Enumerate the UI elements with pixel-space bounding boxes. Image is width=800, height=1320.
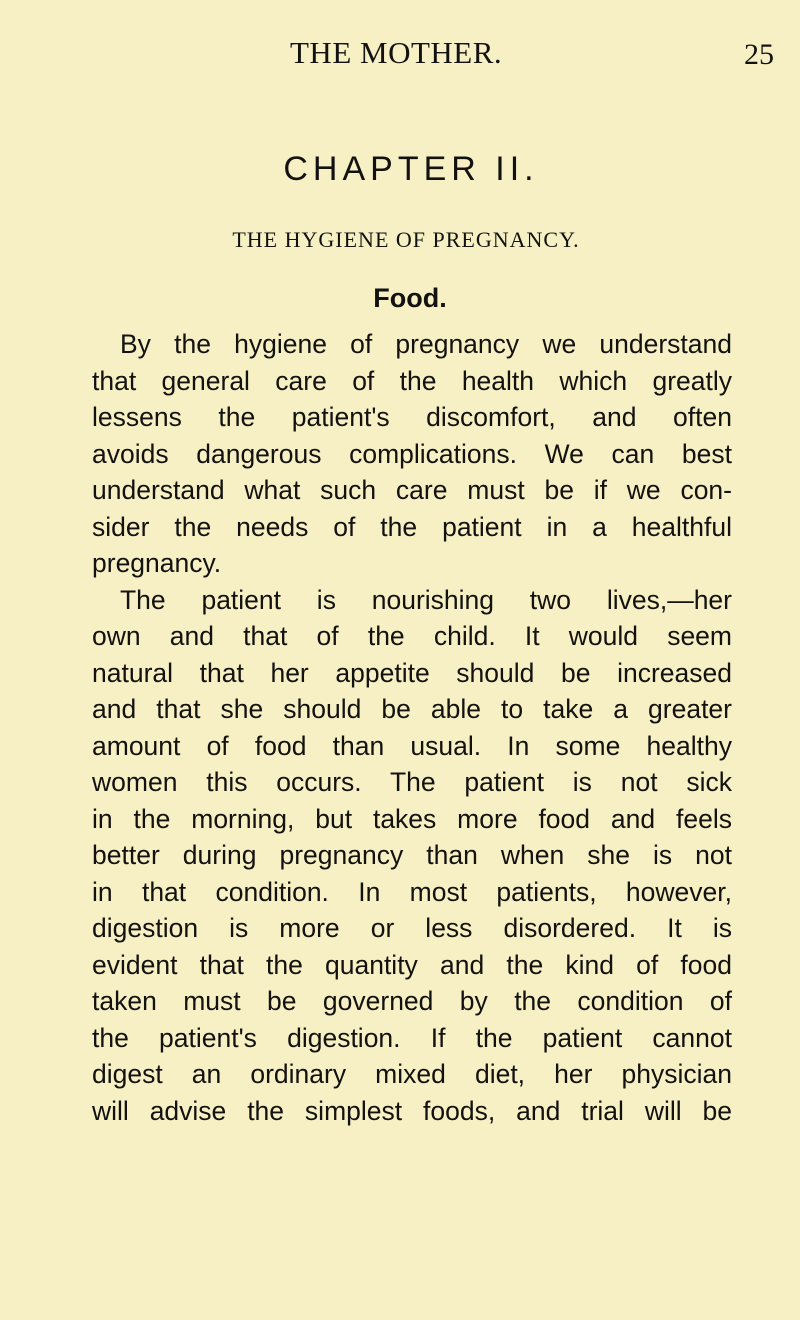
chapter-heading: CHAPTER II. xyxy=(283,150,539,188)
text-line: The patient is nourishing two lives,—her xyxy=(120,584,732,615)
chapter-subtitle: THE HYGIENE OF PREGNANCY. xyxy=(232,227,580,252)
text-line: that general care of the health which greatly xyxy=(92,365,732,396)
text-line: amount of food than usual. In some healthy xyxy=(92,730,732,761)
text-line: and that she should be able to take a greater xyxy=(92,694,732,724)
text-line: will advise the simplest foods, and trial will be xyxy=(92,1095,732,1126)
text-line: natural that her appetite should be increased xyxy=(92,657,732,688)
text-line: lessens the patient's discomfort, and often xyxy=(92,402,732,432)
text-line: the patient's digestion. If the patient cannot xyxy=(92,1022,732,1053)
section-heading: Food. xyxy=(373,283,447,313)
text-line: in that condition. In most patients, however, xyxy=(92,876,732,907)
text-line: digest an ordinary mixed diet, her physician xyxy=(92,1059,732,1089)
text-line: in the morning, but takes more food and feels xyxy=(92,803,732,834)
text-line: taken must be governed by the condition of xyxy=(92,986,732,1016)
page-number: 25 xyxy=(744,38,774,71)
text-line: sider the needs of the patient in a healthful xyxy=(92,511,732,542)
text-line: women this occurs. The patient is not sick xyxy=(92,767,732,797)
text-line: By the hygiene of pregnancy we understand xyxy=(120,329,732,359)
text-line: evident that the quantity and the kind of food xyxy=(92,949,732,980)
running-title: THE MOTHER. xyxy=(290,35,503,70)
text-line: digestion is more or less disordered. It is xyxy=(92,913,732,943)
text-line: better during pregnancy than when she is not xyxy=(92,840,732,870)
text-line: pregnancy. xyxy=(92,548,222,578)
text-line: understand what such care must be if we con- xyxy=(92,475,732,505)
body-text xyxy=(92,326,732,1129)
running-head xyxy=(0,33,800,73)
text-line: own and that of the child. It would seem xyxy=(92,621,732,651)
text-line: avoids dangerous complications. We can best xyxy=(92,438,732,469)
